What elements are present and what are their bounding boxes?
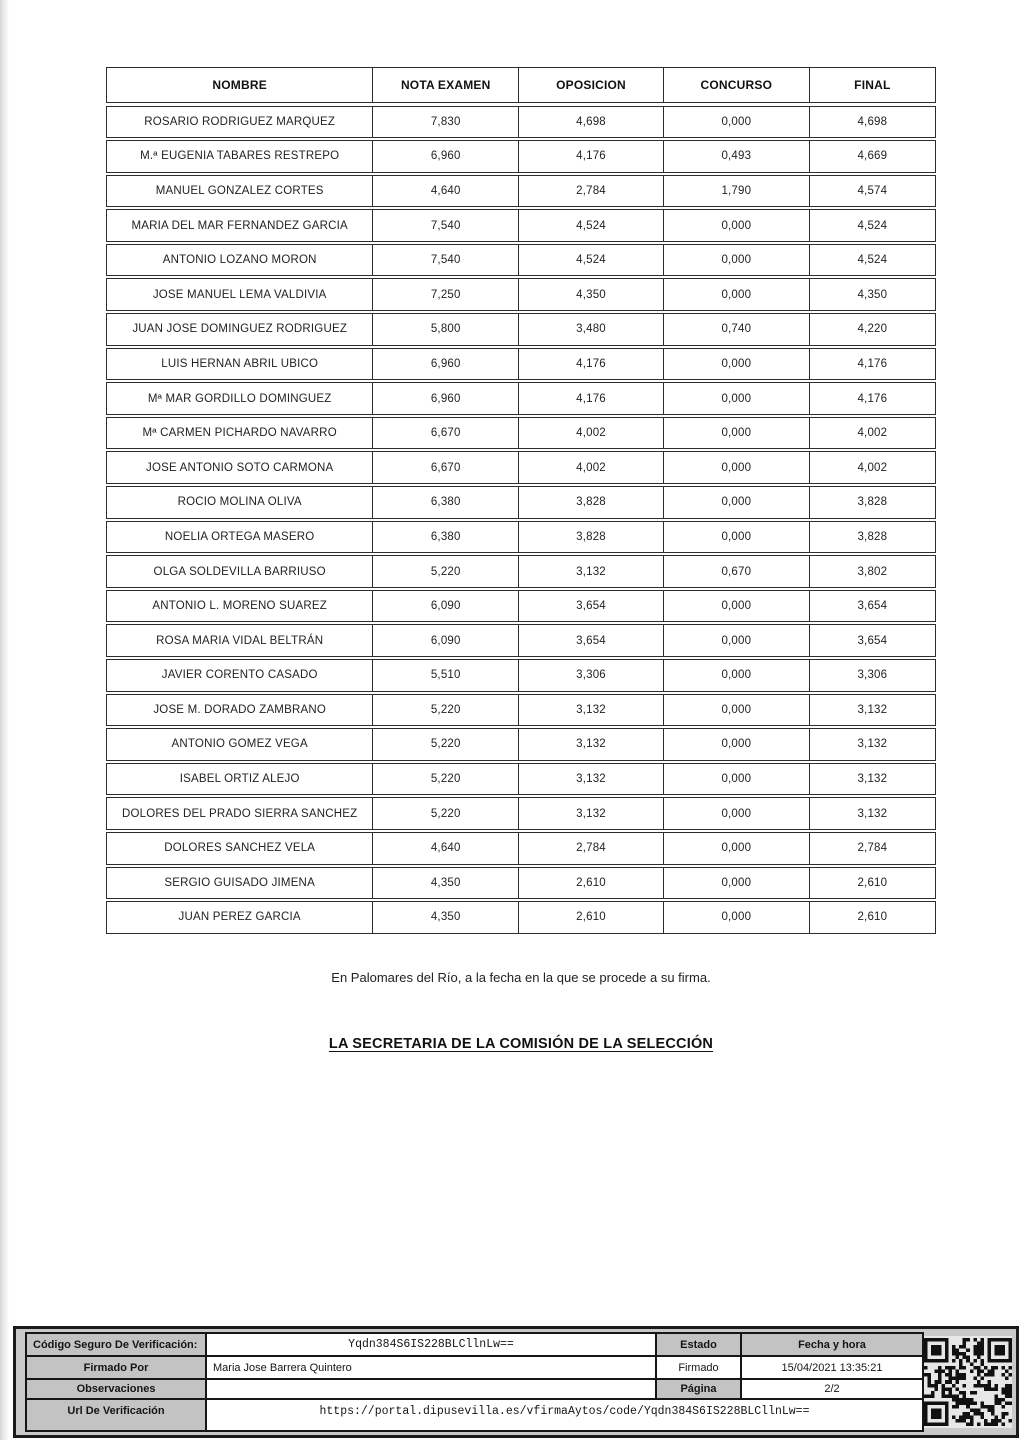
cell-concurso: 0,000 — [663, 591, 809, 622]
table-row — [106, 555, 936, 588]
table-body — [106, 106, 936, 934]
header-cell-nombre: NOMBRE — [212, 78, 267, 92]
cell-nota-examen: 6,380 — [372, 487, 518, 518]
cell-final: 3,828 — [809, 487, 935, 518]
cell-concurso: 0,000 — [663, 279, 809, 310]
table-row — [106, 832, 936, 865]
cell-nota-examen: 4,640 — [372, 176, 518, 207]
cell-nombre: NOELIA ORTEGA MASERO — [164, 530, 315, 543]
cell-oposicion: 3,480 — [518, 314, 663, 345]
cell-nota-examen: 5,220 — [372, 798, 518, 829]
table-row — [106, 728, 936, 761]
cell-concurso: 0,000 — [663, 487, 809, 518]
cell-oposicion: 3,132 — [518, 764, 663, 795]
cell-concurso: 0,000 — [663, 383, 809, 414]
cell-final: 3,828 — [809, 522, 935, 553]
cell-oposicion: 4,176 — [518, 383, 663, 414]
cell-nombre: SERGIO GUISADO JIMENA — [164, 876, 315, 889]
cell-oposicion: 4,524 — [518, 210, 663, 241]
cell-final: 3,654 — [809, 625, 935, 656]
cell-final: 2,784 — [809, 833, 935, 864]
header-cell-final: FINAL — [809, 68, 935, 102]
cell-nota-examen: 4,350 — [372, 868, 518, 899]
pagina-label: Página — [656, 1379, 741, 1399]
cell-nota-examen: 6,960 — [372, 383, 518, 414]
table-row — [106, 797, 936, 830]
cell-concurso: 0,000 — [663, 625, 809, 656]
cell-nota-examen: 6,960 — [372, 349, 518, 380]
csv-label: Código Seguro De Verificación: — [26, 1333, 206, 1356]
cell-final: 3,132 — [809, 729, 935, 760]
cell-oposicion: 4,002 — [518, 418, 663, 449]
cell-nombre: ANTONIO LOZANO MORON — [162, 254, 317, 267]
table-row — [106, 763, 936, 796]
cell-nota-examen: 6,090 — [372, 625, 518, 656]
csv-value: Yqdn384S6IS228BLCllnLw== — [206, 1333, 656, 1356]
cell-nombre: OLGA SOLDEVILLA BARRIUSO — [153, 565, 326, 578]
cell-nota-examen: 7,830 — [372, 107, 518, 138]
table-row — [106, 694, 936, 727]
fecha-hora-value: 15/04/2021 13:35:21 — [741, 1356, 923, 1379]
cell-concurso: 0,000 — [663, 107, 809, 138]
cell-final: 4,350 — [809, 279, 935, 310]
cell-nombre: LUIS HERNAN ABRIL UBICO — [161, 357, 319, 370]
cell-nombre: MARIA DEL MAR FERNANDEZ GARCIA — [131, 219, 348, 232]
cell-concurso: 0,000 — [663, 522, 809, 553]
cell-oposicion: 3,132 — [518, 798, 663, 829]
cell-nota-examen: 6,670 — [372, 452, 518, 483]
table-row — [106, 451, 936, 484]
pagina-value: 2/2 — [741, 1379, 923, 1399]
cell-concurso: 0,000 — [663, 868, 809, 899]
cell-final: 4,002 — [809, 418, 935, 449]
cell-nota-examen: 4,350 — [372, 902, 518, 933]
cell-final: 2,610 — [809, 902, 935, 933]
cell-oposicion: 2,610 — [518, 868, 663, 899]
closing-location-line: En Palomares del Río, a la fecha en la que se procede a su firma. — [331, 970, 711, 985]
cell-concurso: 1,790 — [663, 176, 809, 207]
cell-nota-examen: 6,960 — [372, 141, 518, 172]
cell-final: 4,524 — [809, 210, 935, 241]
cell-final: 3,132 — [809, 798, 935, 829]
cell-oposicion: 2,610 — [518, 902, 663, 933]
cell-nombre: JAVIER CORENTO CASADO — [161, 669, 318, 682]
cell-nota-examen: 7,540 — [372, 210, 518, 241]
firmado-por-label: Firmado Por — [26, 1356, 206, 1379]
table-row — [106, 901, 936, 934]
cell-final: 3,306 — [809, 660, 935, 691]
cell-oposicion: 3,828 — [518, 487, 663, 518]
cell-oposicion: 4,350 — [518, 279, 663, 310]
verification-row-observaciones — [26, 1379, 923, 1399]
table-row — [106, 348, 936, 381]
cell-nombre: ROSARIO RODRIGUEZ MARQUEZ — [144, 115, 336, 128]
observaciones-value — [206, 1379, 656, 1399]
cell-concurso: 0,670 — [663, 556, 809, 587]
cell-nombre: DOLORES SANCHEZ VELA — [164, 842, 316, 855]
cell-final: 2,610 — [809, 868, 935, 899]
table-row — [106, 486, 936, 519]
qr-code — [924, 1336, 1012, 1428]
cell-nombre: ROSA MARIA VIDAL BELTRÁN — [156, 634, 324, 647]
cell-nombre: JOSE MANUEL LEMA VALDIVIA — [152, 288, 327, 301]
cell-final: 4,669 — [809, 141, 935, 172]
cell-nota-examen: 6,670 — [372, 418, 518, 449]
table-row — [106, 659, 936, 692]
table-row — [106, 175, 936, 208]
cell-concurso: 0,000 — [663, 452, 809, 483]
cell-concurso: 0,740 — [663, 314, 809, 345]
verification-row-url — [26, 1399, 923, 1431]
cell-nota-examen: 5,220 — [372, 764, 518, 795]
estado-label: Estado — [656, 1333, 741, 1356]
cell-oposicion: 4,524 — [518, 245, 663, 276]
cell-nota-examen: 5,800 — [372, 314, 518, 345]
cell-oposicion: 2,784 — [518, 176, 663, 207]
cell-nota-examen: 6,090 — [372, 591, 518, 622]
cell-concurso: 0,000 — [663, 245, 809, 276]
cell-concurso: 0,000 — [663, 695, 809, 726]
cell-nota-examen: 6,380 — [372, 522, 518, 553]
table-row — [106, 521, 936, 554]
header-cell-concurso: CONCURSO — [663, 68, 809, 102]
cell-oposicion: 4,002 — [518, 452, 663, 483]
cell-final: 4,176 — [809, 383, 935, 414]
cell-oposicion: 3,828 — [518, 522, 663, 553]
cell-oposicion: 3,132 — [518, 695, 663, 726]
cell-oposicion: 3,132 — [518, 729, 663, 760]
cell-nombre: ANTONIO GOMEZ VEGA — [171, 738, 308, 751]
cell-nombre: JUAN JOSE DOMINGUEZ RODRIGUEZ — [132, 323, 348, 336]
header-cell-nota-examen: NOTA EXAMEN — [372, 68, 518, 102]
cell-nota-examen: 5,220 — [372, 695, 518, 726]
table-row — [106, 624, 936, 657]
cell-concurso: 0,493 — [663, 141, 809, 172]
table-row — [106, 209, 936, 242]
table-header-row — [106, 67, 936, 103]
cell-oposicion: 4,176 — [518, 141, 663, 172]
cell-nota-examen: 5,510 — [372, 660, 518, 691]
header-cell-oposicion: OPOSICION — [518, 68, 663, 102]
cell-final: 4,698 — [809, 107, 935, 138]
cell-concurso: 0,000 — [663, 902, 809, 933]
signature-title-line: LA SECRETARIA DE LA COMISIÓN DE LA SELECCIÓN — [328, 1036, 714, 1052]
cell-nombre: M.ª EUGENIA TABARES RESTREPO — [140, 150, 340, 163]
table-row — [106, 382, 936, 415]
cell-concurso: 0,000 — [663, 764, 809, 795]
firmado-por-value: Maria Jose Barrera Quintero — [206, 1356, 656, 1379]
fecha-hora-label: Fecha y hora — [741, 1333, 923, 1356]
verification-row-firmado — [26, 1356, 923, 1379]
verification-footer — [13, 1326, 1019, 1438]
cell-final: 4,176 — [809, 349, 935, 380]
cell-final: 4,524 — [809, 245, 935, 276]
url-verificacion-label: Url De Verificación — [26, 1399, 206, 1431]
observaciones-label: Observaciones — [26, 1379, 206, 1399]
cell-concurso: 0,000 — [663, 418, 809, 449]
verification-table — [25, 1332, 924, 1432]
estado-value: Firmado — [656, 1356, 741, 1379]
cell-nombre: ISABEL ORTIZ ALEJO — [179, 773, 300, 786]
cell-nota-examen: 7,250 — [372, 279, 518, 310]
table-row — [106, 590, 936, 623]
cell-concurso: 0,000 — [663, 729, 809, 760]
cell-final: 4,574 — [809, 176, 935, 207]
table-row — [106, 313, 936, 346]
table-row — [106, 417, 936, 450]
cell-final: 3,132 — [809, 695, 935, 726]
cell-concurso: 0,000 — [663, 210, 809, 241]
cell-oposicion: 4,176 — [518, 349, 663, 380]
verification-row-csv — [26, 1333, 923, 1356]
table-row — [106, 106, 936, 139]
cell-final: 4,002 — [809, 452, 935, 483]
cell-nombre: JOSE M. DORADO ZAMBRANO — [153, 703, 326, 716]
table-row — [106, 867, 936, 900]
cell-oposicion: 3,132 — [518, 556, 663, 587]
cell-nombre: DOLORES DEL PRADO SIERRA SANCHEZ — [121, 807, 358, 820]
cell-final: 4,220 — [809, 314, 935, 345]
scan-edge-shadow — [0, 0, 9, 1440]
cell-oposicion: 3,654 — [518, 591, 663, 622]
cell-oposicion: 4,698 — [518, 107, 663, 138]
table-row — [106, 140, 936, 173]
cell-nota-examen: 5,220 — [372, 729, 518, 760]
cell-final: 3,132 — [809, 764, 935, 795]
qr-code-icon — [924, 1338, 1012, 1426]
cell-nota-examen: 4,640 — [372, 833, 518, 864]
table-row — [106, 244, 936, 277]
cell-oposicion: 3,654 — [518, 625, 663, 656]
cell-nombre: JUAN PEREZ GARCIA — [178, 911, 301, 924]
cell-nota-examen: 5,220 — [372, 556, 518, 587]
cell-concurso: 0,000 — [663, 833, 809, 864]
cell-nota-examen: 7,540 — [372, 245, 518, 276]
cell-nombre: Mª MAR GORDILLO DOMINGUEZ — [147, 392, 332, 405]
results-table — [106, 67, 936, 936]
cell-nombre: ROCIO MOLINA OLIVA — [177, 496, 302, 509]
cell-concurso: 0,000 — [663, 660, 809, 691]
url-verificacion-value: https://portal.dipusevilla.es/vfirmaAytos/code/Yqdn384S6IS228BLCllnLw== — [206, 1399, 923, 1431]
cell-nombre: ANTONIO L. MORENO SUAREZ — [152, 600, 327, 613]
table-row — [106, 278, 936, 311]
cell-oposicion: 2,784 — [518, 833, 663, 864]
cell-concurso: 0,000 — [663, 349, 809, 380]
cell-nombre: MANUEL GONZALEZ CORTES — [155, 184, 324, 197]
cell-concurso: 0,000 — [663, 798, 809, 829]
cell-final: 3,802 — [809, 556, 935, 587]
cell-final: 3,654 — [809, 591, 935, 622]
cell-oposicion: 3,306 — [518, 660, 663, 691]
cell-nombre: JOSE ANTONIO SOTO CARMONA — [146, 461, 334, 474]
cell-nombre: Mª CARMEN PICHARDO NAVARRO — [142, 427, 337, 440]
